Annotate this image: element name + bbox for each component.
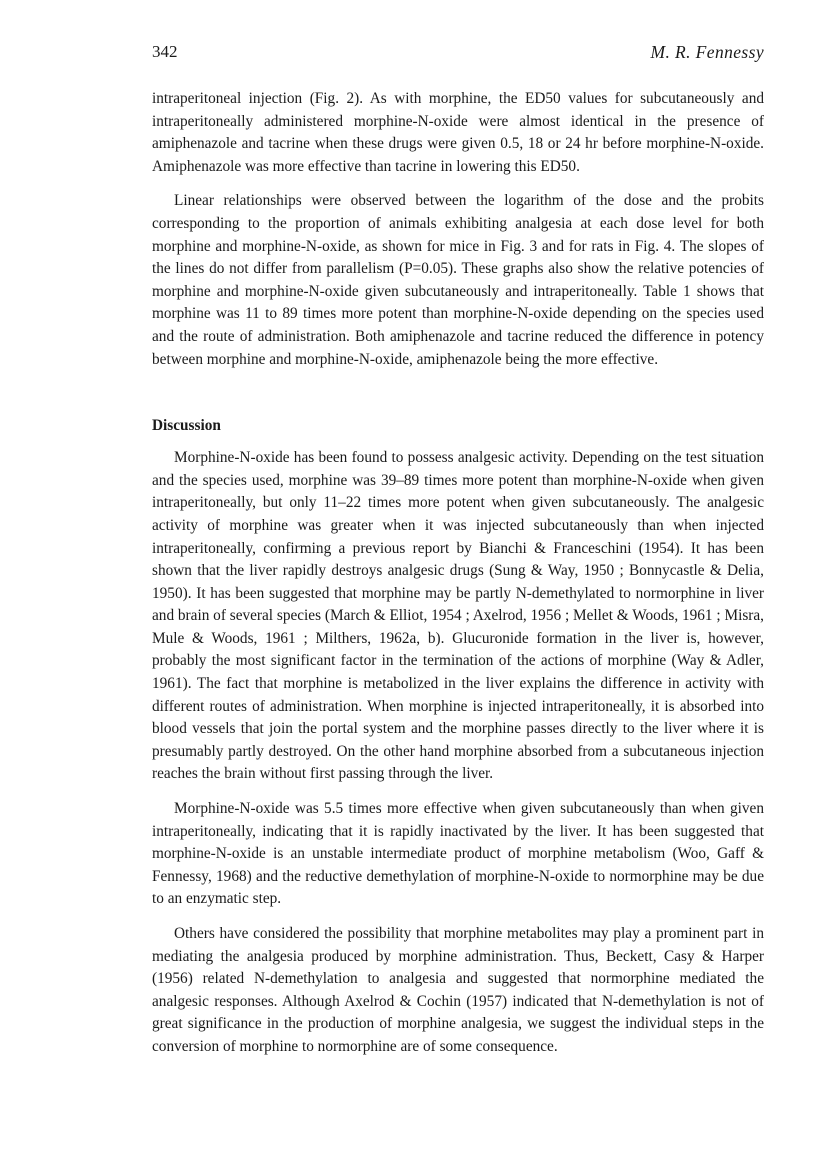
paragraph: Morphine-N-oxide has been found to possess analgesic activity. Depending on the test situation and the species used, morphine was 39–89 times more potent than morphine-N-oxide when given intraperitoneally, but only 11–22 times more potent when given subcutaneously. The analgesic activity of morphine was greater when it was injected subcutaneously than when injected intraperitoneally, confirming a previous report by Bianchi & Franceschini (1954). It has been shown that the liver rapidly destroys analgesic drugs (Sung & Way, 1950 ; Bonnycastle & Delia, 1950). It has been suggested that morphine may be partly N-demethylated to normorphine in liver and brain of several species (March & Elliot, 1954 ; Axelrod, 1956 ; Mellet & Woods, 1961 ; Misra, Mule & Woods, 1961 ; Milthers, 1962a, b). Glucuronide formation in the liver is, however, probably the most significant factor in the termination of the actions of morphine (Way & Adler, 1961). The fact that morphine is metabolized in the liver explains the difference in activity with different routes of administration. When morphine is injected intraperitoneally, it is absorbed into blood vessels that join the portal system and the morphine passes directly to the liver where it is presumably partly destroyed. On the other hand morphine absorbed from a subcutaneous injection reaches the brain without first passing through the liver.	[152, 449, 764, 783]
running-head	[152, 42, 764, 66]
section-heading-discussion: Discussion	[152, 417, 221, 435]
paragraph: Linear relationships were observed between the logarithm of the dose and the probits corresponding to the proportion of animals exhibiting analgesia at each dose level for both morphine and morphine-N-oxide, as shown for mice in Fig. 3 and for rats in Fig. 4. The slopes of the lines do not differ from parallelism (P=0.05). These graphs also show the relative potencies of morphine and morphine-N-oxide given subcutaneously and intraperitoneally. Table 1 shows that morphine was 11 to 89 times more potent than morphine-N-oxide depending on the species used and the route of administration. Both amiphenazole and tacrine reduced the difference in potency between morphine and morphine-N-oxide, amiphenazole being the more effective.	[152, 192, 764, 368]
paragraph: Others have considered the possibility that morphine metabolites may play a prominent part in mediating the analgesia produced by morphine administration. Thus, Beckett, Casy & Harper (1956) related N-demethylation to analgesia and suggested that normorphine mediated the analgesic responses. Although Axelrod & Cochin (1957) indicated that N-demethylation is not of great significance in the production of morphine analgesia, we suggest the individual steps in the conversion of morphine to normorphine are of some consequence.	[152, 925, 764, 1055]
page-number: 342	[152, 42, 178, 61]
page	[152, 42, 764, 1059]
paragraph: Morphine-N-oxide was 5.5 times more effective when given subcutaneously than when given intraperitoneally, indicating that it is rapidly inactivated by the liver. It has been suggested that morphine-N-oxide is an unstable intermediate product of morphine metabolism (Woo, Gaff & Fennessy, 1968) and the reductive demethylation of morphine-N-oxide to normorphine may be due to an enzymatic step.	[152, 800, 764, 908]
paragraph-continued: intraperitoneal injection (Fig. 2). As with morphine, the ED50 values for subcutaneously and intraperitoneally administered morphine-N-oxide were almost identical in the presence of amiphenazole and tacrine when these drugs were given 0.5, 18 or 24 hr before morphine-N-oxide. Amiphenazole was more effective than tacrine in lowering this ED50.	[152, 90, 764, 175]
body-text	[152, 88, 764, 1059]
running-author: M. R. Fennessy	[650, 42, 764, 62]
